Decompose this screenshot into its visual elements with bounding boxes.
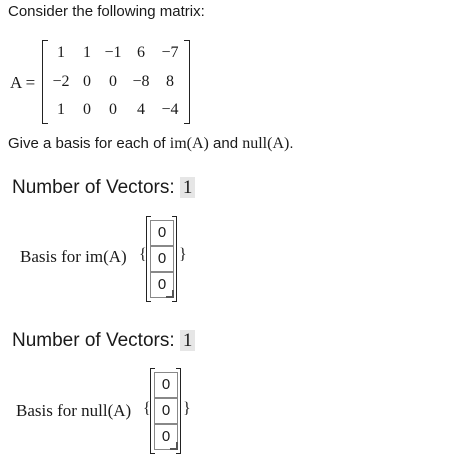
matrix-cell: 0 <box>83 101 91 118</box>
matrix-right-bracket <box>184 40 190 124</box>
null-count-row <box>12 330 195 352</box>
null-vector-entry[interactable]: 0 <box>154 424 178 450</box>
matrix-cell: −8 <box>132 73 150 90</box>
im-left-brace: { <box>139 246 147 263</box>
matrix-cell: 1 <box>83 44 91 61</box>
intro-text: Consider the following matrix: <box>8 3 205 20</box>
im-count-row <box>12 177 195 199</box>
matrix-cell: 8 <box>166 73 174 90</box>
im-count-input[interactable]: 1 <box>180 177 196 198</box>
matrix-cell: 6 <box>137 44 145 61</box>
null-vector-right-bracket <box>176 368 181 454</box>
matrix-cell: −2 <box>52 73 70 90</box>
im-count-label: Number of Vectors: <box>12 177 175 198</box>
null-vector-entry[interactable]: 0 <box>154 398 178 424</box>
matrix-cell: −4 <box>161 101 179 118</box>
matrix-cell: 0 <box>109 73 117 90</box>
im-basis-label: Basis for im(A) <box>20 247 127 266</box>
im-vector-entry[interactable]: 0 <box>150 272 174 298</box>
instruction-text: Give a basis for each of im(A) and null(A). <box>8 135 294 152</box>
im-vector-entry[interactable]: 0 <box>150 220 174 246</box>
matrix-cell: 0 <box>109 101 117 118</box>
null-count-input[interactable]: 1 <box>180 330 196 351</box>
matrix-cell: −7 <box>161 44 179 61</box>
matrix-cell: −1 <box>104 44 122 61</box>
im-vector-right-bracket <box>172 216 177 302</box>
null-count-label: Number of Vectors: <box>12 330 175 351</box>
matrix-cell: 0 <box>83 73 91 90</box>
matrix-cell: 1 <box>57 44 65 61</box>
matrix-cell: 1 <box>57 101 65 118</box>
matrix-cell: 4 <box>137 101 145 118</box>
null-left-brace: { <box>143 400 151 417</box>
null-right-brace: } <box>183 400 191 417</box>
matrix-label: A = <box>10 73 36 92</box>
null-vector-entry[interactable]: 0 <box>154 372 178 398</box>
im-right-brace: } <box>179 246 187 263</box>
null-basis-label: Basis for null(A) <box>16 401 132 420</box>
im-vector-entry[interactable]: 0 <box>150 246 174 272</box>
